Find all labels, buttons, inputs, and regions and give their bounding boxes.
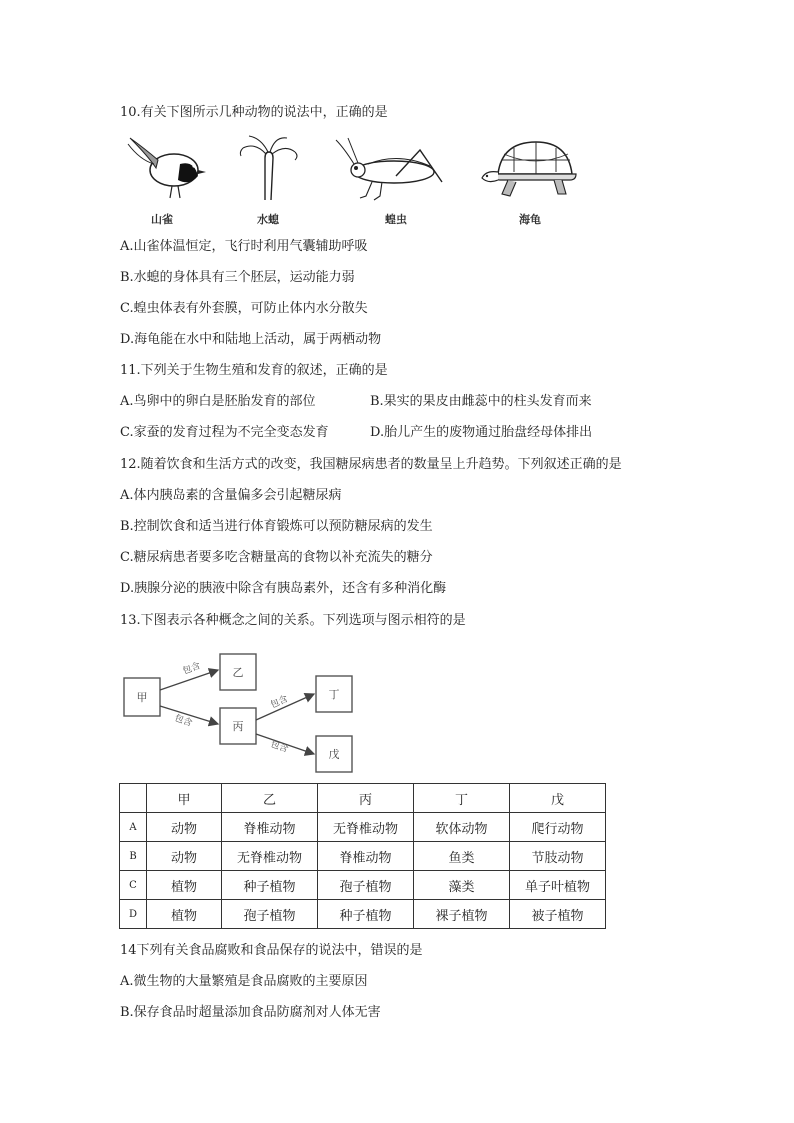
table-cell: 爬行动物: [510, 813, 606, 842]
animal-label-turtle: 海龟: [519, 213, 541, 226]
q10-option-a: A.山雀体温恒定，飞行时利用气囊辅助呼吸: [120, 239, 368, 254]
table-header-row: [120, 784, 606, 813]
arrow-label-2: 包含: [172, 713, 194, 729]
table-cell: 脊椎动物: [318, 842, 414, 871]
turtle-illustration: [480, 134, 580, 202]
box-label-jia: 甲: [136, 691, 148, 704]
table-header-cell: 甲: [147, 784, 222, 813]
table-cell: 动物: [147, 842, 222, 871]
table-cell: 种子植物: [222, 871, 318, 900]
q10-option-c: C.蝗虫体表有外套膜，可防止体内水分散失: [120, 301, 368, 316]
table-row: [120, 871, 606, 900]
q14-option-b: B.保存食品时超量添加食品防腐剂对人体无害: [120, 1005, 381, 1020]
table-cell: 无脊椎动物: [318, 813, 414, 842]
table-cell: 裸子植物: [414, 900, 510, 929]
arrow-label-4: 包含: [268, 739, 290, 755]
q10-option-d: D.海龟能在水中和陆地上活动，属于两栖动物: [120, 332, 382, 347]
box-label-yi: 乙: [232, 666, 244, 679]
row-letter: D: [120, 900, 147, 929]
table-header-cell: 丁: [414, 784, 510, 813]
bird-illustration: [128, 134, 210, 202]
animal-label-bird: 山雀: [151, 213, 173, 226]
q12-stem: 12.随着饮食和生活方式的改变，我国糖尿病患者的数量呈上升趋势。下列叙述正确的是: [120, 457, 622, 472]
q11-option-b: B.果实的果皮由雌蕊中的柱头发育而来: [370, 394, 592, 409]
options-table: [119, 783, 606, 929]
table-header-cell: 戊: [510, 784, 606, 813]
q11-stem: 11.下列关于生物生殖和发育的叙述，正确的是: [120, 363, 388, 378]
table-cell: 单子叶植物: [510, 871, 606, 900]
concept-diagram: [120, 650, 360, 776]
table-header-cell: [120, 784, 147, 813]
arrow-label-3: 包含: [269, 694, 290, 711]
table-cell: 种子植物: [318, 900, 414, 929]
row-letter: A: [120, 813, 147, 842]
table-row: [120, 813, 606, 842]
box-label-wu: 戊: [328, 748, 340, 761]
box-label-bing: 丙: [232, 720, 244, 733]
row-letter: C: [120, 871, 147, 900]
table-cell: 藻类: [414, 871, 510, 900]
table-cell: 植物: [147, 900, 222, 929]
table-header-cell: 丙: [318, 784, 414, 813]
table-cell: 孢子植物: [222, 900, 318, 929]
table-cell: 孢子植物: [318, 871, 414, 900]
hydra-illustration: [235, 134, 301, 202]
animal-label-hydra: 水螅: [257, 213, 279, 226]
table-cell: 鱼类: [414, 842, 510, 871]
q13-stem: 13.下图表示各种概念之间的关系。下列选项与图示相符的是: [120, 613, 466, 628]
table-cell: 植物: [147, 871, 222, 900]
q10-stem: 10.有关下图所示几种动物的说法中，正确的是: [120, 105, 388, 120]
q12-option-c: C.糖尿病患者要多吃含糖量高的食物以补充流失的糖分: [120, 550, 433, 565]
table-cell: 无脊椎动物: [222, 842, 318, 871]
q10-option-b: B.水螅的身体具有三个胚层，运动能力弱: [120, 270, 355, 285]
table-cell: 脊椎动物: [222, 813, 318, 842]
q14-stem: 14下列有关食品腐败和食品保存的说法中，错误的是: [120, 943, 423, 958]
q11-option-a: A.鸟卵中的卵白是胚胎发育的部位: [120, 394, 316, 409]
table-cell: 软体动物: [414, 813, 510, 842]
grasshopper-illustration: [334, 136, 446, 202]
table-row: [120, 900, 606, 929]
q14-option-a: A.微生物的大量繁殖是食品腐败的主要原因: [120, 974, 368, 989]
q12-option-b: B.控制饮食和适当进行体育锻炼可以预防糖尿病的发生: [120, 519, 433, 534]
animal-label-grasshopper: 蝗虫: [385, 213, 407, 226]
table-header-cell: 乙: [222, 784, 318, 813]
box-label-ding: 丁: [328, 688, 340, 701]
q11-option-c: C.家蚕的发育过程为不完全变态发育: [120, 425, 329, 440]
q11-option-d: D.胎儿产生的废物通过胎盘经母体排出: [370, 425, 593, 440]
table-row: [120, 842, 606, 871]
row-letter: B: [120, 842, 147, 871]
table-cell: 被子植物: [510, 900, 606, 929]
q12-option-a: A.体内胰岛素的含量偏多会引起糖尿病: [120, 488, 342, 503]
table-cell: 节肢动物: [510, 842, 606, 871]
q12-option-d: D.胰腺分泌的胰液中除含有胰岛素外，还含有多种消化酶: [120, 581, 447, 596]
table-cell: 动物: [147, 813, 222, 842]
arrow-label-1: 包含: [181, 661, 202, 677]
